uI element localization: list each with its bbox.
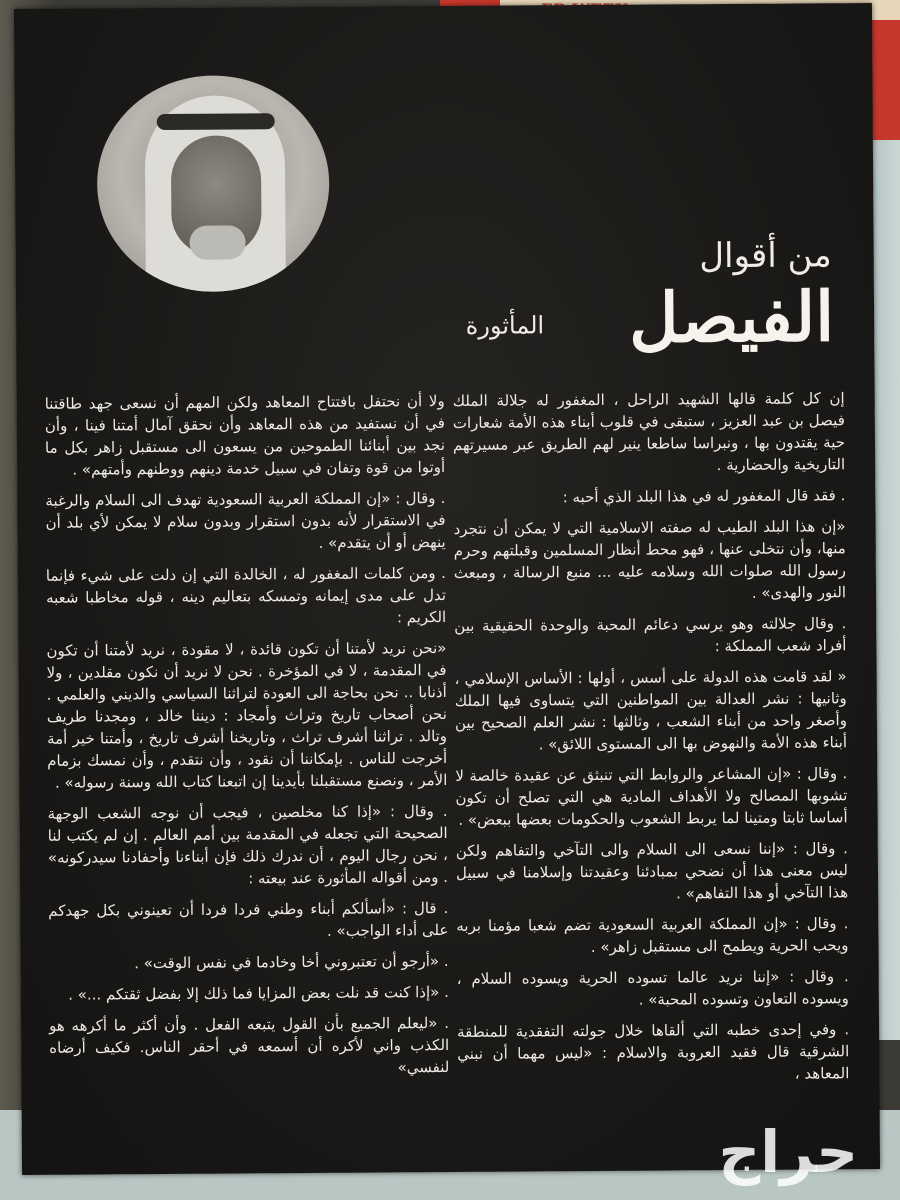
heading-title: الفيصل <box>628 277 835 359</box>
watermark-logo: حراج <box>718 1118 858 1186</box>
paragraph: . وقال : «إن المملكة العربية السعودية تضم شعبا مؤمنا بربه ويحب الحرية ويطمح الى مستقبل زاهر» . <box>456 914 849 957</box>
paragraph: . وقال : «إن المشاعر والروابط التي تنبثق عن عقيدة خالصة لا تشوبها المصالح ولا الأهداف المادية هي التي تصلح أن تكون أساسا ثابتا ومتينا لما يربط الشعوب والحكومات بعضها ببعض» . <box>455 764 848 829</box>
paragraph: « لقد قامت هذه الدولة على أسس ، أولها : الأساس الإسلامي ، وثانيها : نشر العدالة بين المواطنين التي يتساوى فيها الملك وأصغر واحد من أبناء الشعب ، وثالثها : نشر العلم الصحيح بين أبناء هذه الأمة والنهوض بها الى المستوى اللائق» . <box>454 667 848 754</box>
heading-small: من أقوال <box>699 235 832 277</box>
magazine-page <box>14 3 880 1175</box>
right-column <box>453 387 850 1096</box>
paragraph: «إن هذا البلد الطيب له صفته الاسلامية التي لا يمكن أن نتجرد منها، وأن نتخلى عنها ، فهو محط أنظار المسلمين وقبلتهم وحرم رسول الله صلوات الله وسلامه عليه ... منبع الرسالة ، ومبعث النور والهدى» . <box>453 517 847 602</box>
paragraph: . ومن كلمات المغفور له ، الخالدة التي إن دلت على شيء فإنما تدل على مدى إيمانه وتمسكه بتعاليم دينه ، قوله مخاطبا شعبه الكريم : <box>45 564 447 627</box>
paragraph: ولا أن نحتفل بافتتاح المعاهد ولكن المهم أن نسعى جهد طاقتنا في أن نستفيد من هذه المعاهد وأن نحقق آمال أمتنا فينا ، وأن نجد بين أبنائنا الطموحين من يسعون الى مستقبل زاهر بكل ما أوتوا من قوة وتفان في سبيل خدمة دينهم ووطنهم وأمتهم» . <box>44 392 446 479</box>
paragraph: «نحن نريد لأمتنا أن تكون قائدة ، لا مقودة ، نريد لأمتنا أن تكون في المقدمة ، لا في المؤخرة . نحن لا نريد أن نكون مقلدين ، ولا أذنابا .. نحن بحاجة الى العودة لتراثنا السياسي والديني والعلمي . نحن أصحاب تاريخ وتراث وأمجاد : ديننا خالد ، ومجدنا طريف وتالد . تراثنا أشرف تراث ، وتاريخنا أشرف تاريخ ، وأمتنا خير أمة أخرجت للناس . بإمكاننا أن نقود ، وأن نتقدم ، وأن نمسك بزمام الأمر ، ونصنع مستقبلنا بأيدينا إن اتبعنا كتاب الله وسنة رسوله» . <box>46 639 448 792</box>
portrait-photo <box>96 75 330 293</box>
paragraph: . فقد قال المغفور له في هذا البلد الذي أحبه : <box>562 486 846 507</box>
paragraph: . «إذا كنت قد نلت بعض المزايا فما ذلك إلا بفضل ثقتكم ...» . <box>68 982 449 1004</box>
heading-subtitle: المأثورة <box>465 311 545 340</box>
paragraph: . قال : «أسألكم أبناء وطني فردا فردا أن تعينوني بكل جهدكم على أداء الواجب» . <box>48 898 449 940</box>
paragraph: إن كل كلمة قالها الشهيد الراحل ، المغفور له جلالة الملك فيصل بن عبد العزيز ، ستبقى في قلوب أبناء هذه الأمة شعارات حية يقتدون بها ، ونبراسا ساطعا ينير لهم الطريق عبر مسيرتهم التاريخية والحضارية . <box>452 389 846 475</box>
paragraph: . وقال : «إننا نسعى الى السلام والى التآخي والتفاهم ولكن ليس معنى هذا أن نضحي بمبادئنا وعقيدتنا وإسلامنا في سبيل هذا التآخي أو هذا التفاهم» . <box>455 839 849 903</box>
paragraph: . وقال جلالته وهو يرسي دعائم المحبة والوحدة الحقيقية بين أفراد شعب المملكة : <box>454 614 847 656</box>
paragraph: . وقال : «إننا نريد عالما تسوده الحرية ويسوده السلام ، ويسوده التعاون وتسوده المحبة» . <box>456 967 849 1009</box>
paragraph: . وقال : «إن المملكة العربية السعودية تهدف الى السلام والرغبة في الاستقرار لأنه بدون استقرار وبدون سلام لا يمكن لأي بلد أن ينهض أو أن يتقدم» . <box>45 489 446 552</box>
paragraph: . «ليعلم الجميع بأن القول يتبعه الفعل . وأن أكثر ما أكرهه هو الكذب واني لأكره أن أسمعه في أحقر الناس. فكيف أرضاه لنفسي» <box>48 1013 450 1077</box>
paragraph: . وقال : «إذا كنا مخلصين ، فيجب أن نوجه الشعب الوجهة الصحيحة التي تجعله في المقدمة بين أمم العالم . إن لم يكتب لنا ، نحن رجال اليوم ، أن ندرك ذلك فإن أبناءنا وأحفادنا سيدركونه» . ومن أقواله المأثورة عند بيعته : <box>47 802 449 888</box>
paragraph: . وفي إحدى خطبه التي ألقاها خلال جولته التفقدية للمنطقة الشرقية قال فقيد العروبة والاسلام : «ليس مهما أن نبني المعاهد ، <box>457 1020 850 1083</box>
left-column <box>45 390 450 1090</box>
paragraph: . «أرجو أن تعتبروني أخا وخادما في نفس الوقت» . <box>134 951 449 973</box>
